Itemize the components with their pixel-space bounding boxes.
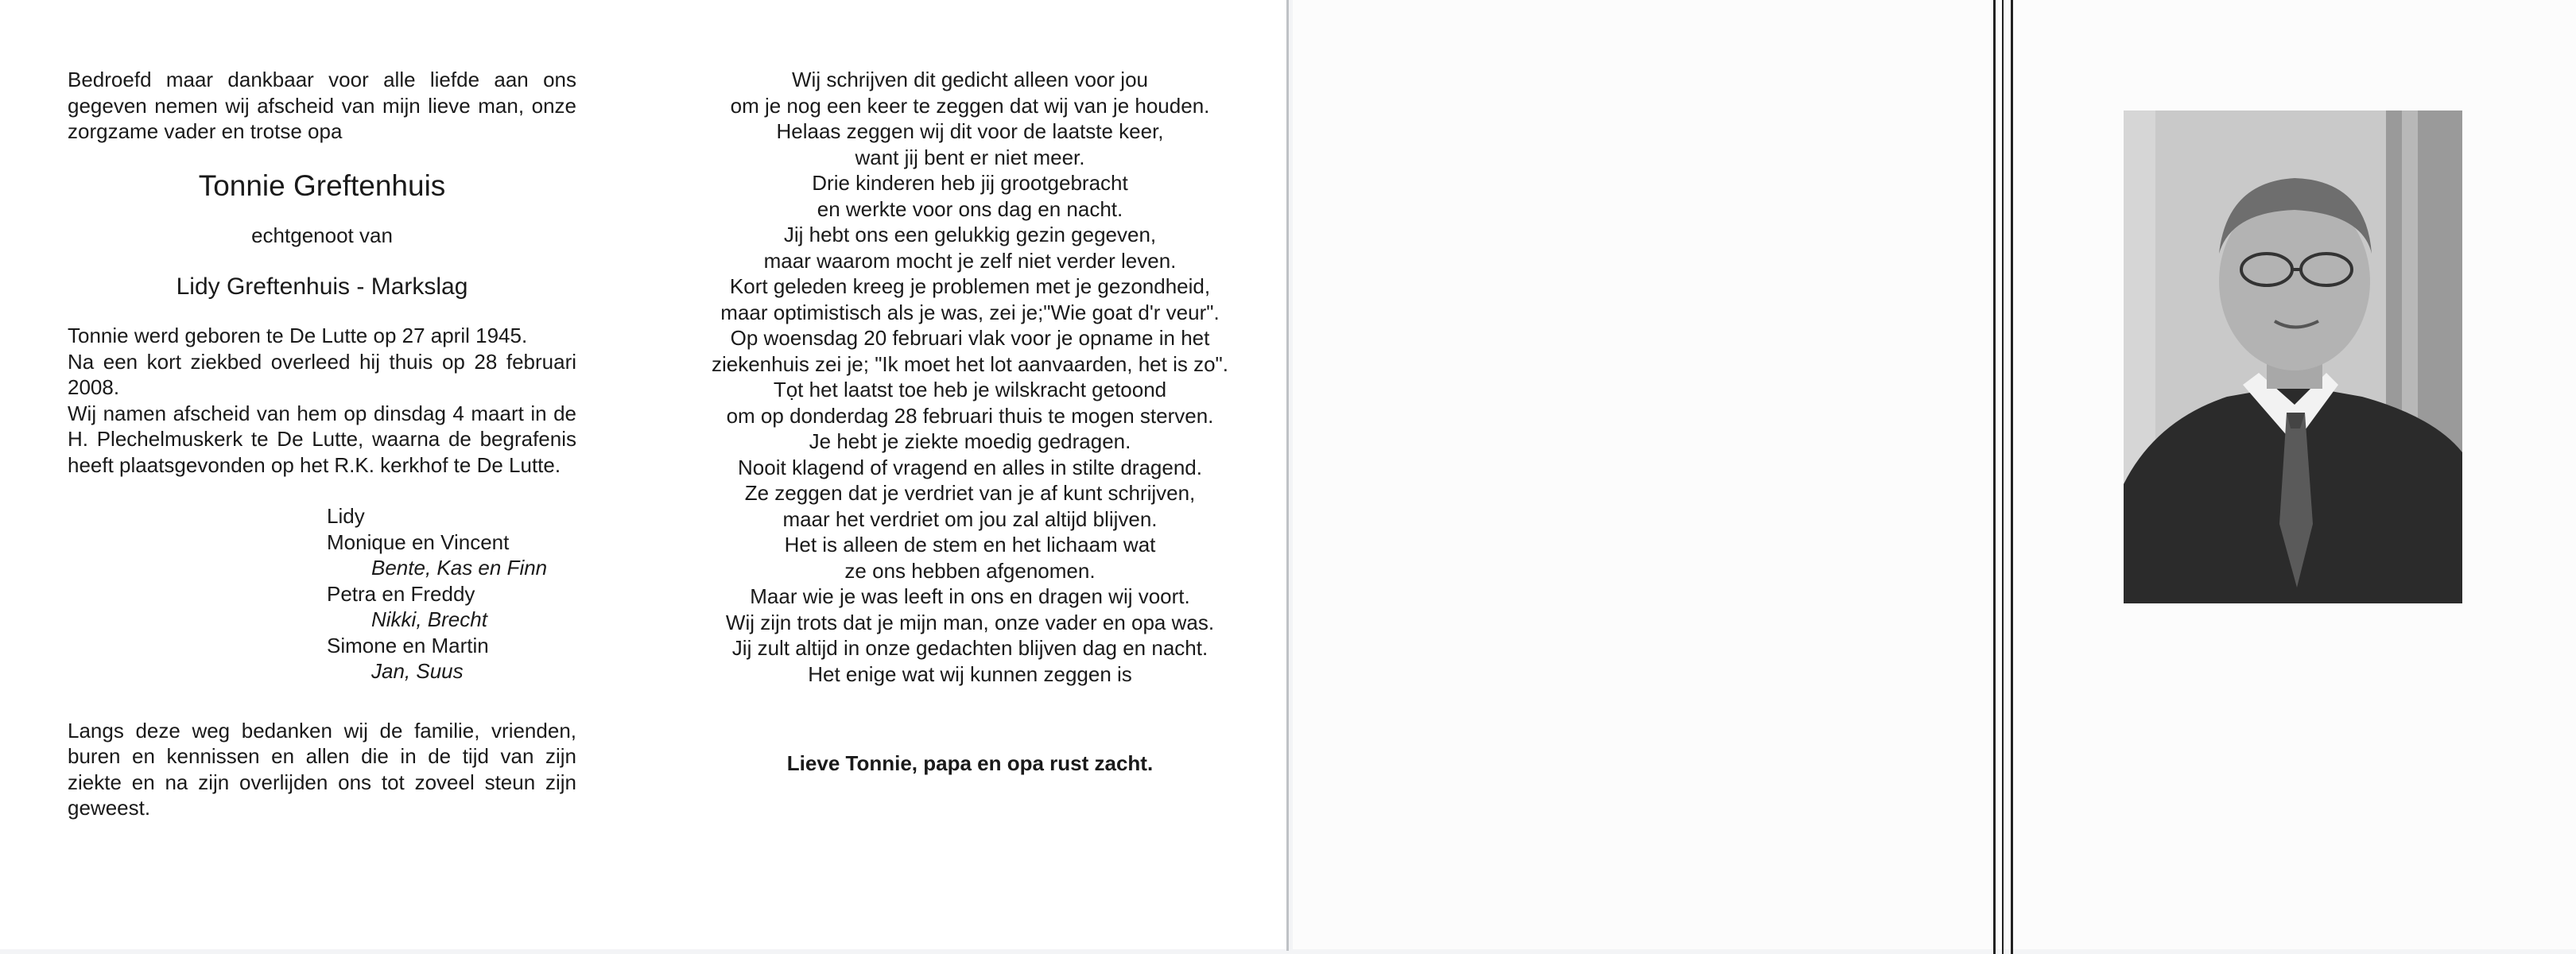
- poem-line: maar waarom mocht je zelf niet verder leven.: [763, 248, 1177, 273]
- poem-line: Jij hebt ons een gelukkig gezin gegeven,: [783, 223, 1157, 246]
- portrait-illustration: [2124, 111, 2462, 603]
- poem-line: Helaas zeggen wij dit voor de laatste keer,: [776, 119, 1164, 143]
- bio-death: Na een kort ziekbed overleed hij thuis op 28 februari 2008.: [68, 349, 576, 399]
- poem-line: maar optimistisch als je was, zei je;"Wie goat d'r veur".: [720, 300, 1220, 324]
- poem-line: Ze zeggen dat je verdriet van je af kunt schrijven,: [744, 481, 1196, 505]
- spouse-label: echtgenoot van: [251, 223, 393, 247]
- edge-rule-lines: [1992, 0, 2023, 954]
- family-list: [327, 503, 576, 684]
- poem-line: Het is alleen de stem en het lichaam wat: [784, 533, 1156, 556]
- poem-line: Nooit klagend of vragend en alles in stilte dragend.: [738, 455, 1202, 479]
- poem-line: Drie kinderen heb jij grootgebracht: [812, 171, 1128, 195]
- thanks-text: Langs deze weg bedanken wij de familie, vrienden, buren en kennissen en allen die in de tijd van zijn ziekte en na zijn overlijden ons tot zoveel steun zijn geweest.: [68, 718, 576, 820]
- family-member: Lidy: [327, 504, 365, 528]
- family-member: Petra en Freddy: [327, 581, 475, 606]
- portrait-photo: [2124, 111, 2462, 603]
- poem-line: en werkte voor ons dag en nacht.: [817, 196, 1123, 221]
- grandchildren: Bente, Kas en Finn: [371, 556, 548, 580]
- family-member: Simone en Martin: [327, 633, 489, 657]
- poem-line: Tọt het laatst toe heb je wilskracht getoond: [773, 378, 1167, 401]
- poem-line: Wij zijn trots dat je mijn man, onze vader en opa was.: [725, 610, 1215, 634]
- poem-line: Je hebt je ziekte moedig gedragen.: [809, 429, 1131, 453]
- card-inner-page: [0, 0, 1286, 949]
- poem-line: maar het verdriet om jou zal altijd blijven.: [782, 506, 1158, 531]
- card-fold-line: [1286, 0, 1289, 951]
- poem-line: Wij schrijven dit gedicht alleen voor jou: [792, 68, 1148, 91]
- poem-column: [684, 67, 1256, 777]
- poem-line: Kort geleden kreeg je problemen met je gezondheid,: [729, 274, 1211, 298]
- poem-line: om op donderdag 28 februari thuis te mogen sterven.: [726, 403, 1214, 428]
- poem-line: om je nog een keer te zeggen dat wij van je houden.: [730, 93, 1210, 118]
- bio-funeral: Wij namen afscheid van hem op dinsdag 4 maart in de H. Plechelmuskerk te De Lutte, waarna de begrafenis heeft plaatsgevonden op het R.K. kerkhof te De Lutte.: [68, 401, 576, 477]
- biography: [68, 323, 576, 478]
- poem-line: want jij bent er niet meer.: [855, 145, 1085, 169]
- poem-line: Maar wie je was leeft in ons en dragen wij voort.: [750, 584, 1190, 608]
- bio-birth: Tonnie werd geboren te De Lutte op 27 april 1945.: [68, 324, 528, 347]
- intro-text: Bedroefd maar dankbaar voor alle liefde aan ons gegeven nemen wij afscheid van mijn lieve man, onze zorgzame vader en trotse opa: [68, 68, 576, 143]
- deceased-name: Tonnie Greftenhuis: [198, 169, 446, 202]
- poem-line: Jij zult altijd in onze gedachten blijven dag en nacht.: [731, 636, 1208, 660]
- spouse-name: Lidy Greftenhuis - Markslag: [176, 273, 468, 300]
- poem: [684, 67, 1256, 687]
- poem-line: Op woensdag 20 februari vlak voor je opname in het: [730, 326, 1210, 350]
- poem-line: ziekenhuis zei je; "Ik moet het lot aanvaarden, het is zo".: [711, 351, 1229, 376]
- poem-line: Het enige wat wij kunnen zeggen is: [808, 661, 1132, 686]
- farewell-line: Lieve Tonnie, papa en opa rust zacht.: [786, 751, 1154, 775]
- announcement-column: [68, 67, 576, 821]
- poem-line: ze ons hebben afgenomen.: [844, 558, 1096, 583]
- family-member: Monique en Vincent: [327, 529, 510, 554]
- grandchildren: Jan, Suus: [371, 659, 464, 683]
- grandchildren: Nikki, Brecht: [371, 607, 487, 631]
